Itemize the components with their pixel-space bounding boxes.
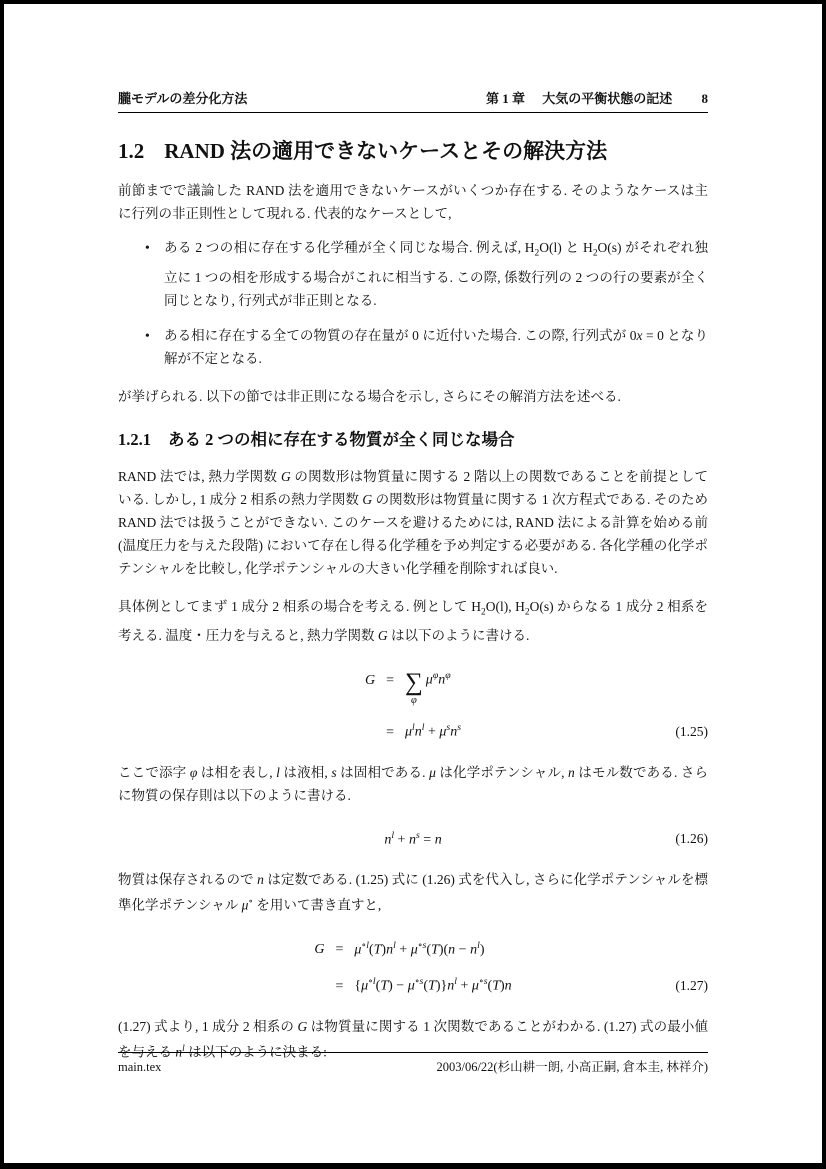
equation-lhs: G — [314, 942, 325, 958]
running-header — [118, 90, 708, 107]
running-header-left: 朧モデルの差分化方法 — [118, 91, 248, 106]
paragraph-substitution: 物質は保存されるので n は定数である. (1.25) 式に (1.26) 式を代入し, さらに化学ポテンシャルを標準化学ポテンシャル μ∘ を用いて書き直すと, — [118, 872, 708, 913]
equals-sign: = — [386, 673, 394, 689]
section-title: RAND 法の適用できないケースとその解決方法 — [164, 139, 608, 163]
equation-number: (1.26) — [675, 831, 708, 847]
header-rule — [118, 112, 708, 113]
equation-rhs: $\mu^ln^l + \mu^sn^s$ — [404, 721, 462, 740]
footer-filename: main.tex — [118, 1060, 162, 1074]
chapter-number: 第 1 章 — [485, 91, 525, 106]
page-footer — [118, 1052, 708, 1075]
bullet-list — [118, 236, 708, 370]
equals-sign: = — [335, 942, 344, 958]
running-header-right — [472, 90, 708, 107]
section-number: 1.2 — [118, 139, 145, 163]
subsection-number: 1.2.1 — [118, 429, 151, 449]
paragraph-conclusion: (1.27) 式より, 1 成分 2 相系の G は物質量に関する 1 次関数であることがわかる. (1.27) 式の最小値を与える $n^l$ は以下のように決まる: — [118, 1019, 708, 1060]
paragraph-after-list: が挙げられる. 以下の節では非正則になる場合を示し, さらにその解消方法を述べる. — [118, 388, 621, 404]
equation-1-26 — [118, 824, 708, 852]
equation-rhs: $\mu^{\circ l}(T)n^l + \mu^{\circ s}(T)(n - n^l)$ — [354, 939, 485, 958]
footer-row — [118, 1059, 708, 1075]
paragraph-rand-premise: RAND 法では, 熱力学関数 G の関数形は物質量に関する 2 階以上の関数であることを前提としている. しかし, 1 成分 2 相系の熱力学関数 G の関数形は物質量に関する 1 次方程式である. そのため RAND 法では扱うことができない. このケースを避けるためには, RAND 法による計算を始める前 (温度圧力を与えた段階) において存在し得る化学種を予め判定する必要がある. 各化学種の化学ポテンシャルを比較し, 化学ポテンシャルの大きい化学種を削除すれば良い. — [118, 468, 709, 576]
footer-rule — [118, 1052, 708, 1053]
section-heading — [118, 138, 708, 164]
equation-1-25 — [118, 664, 708, 743]
equation-lhs: G — [364, 673, 376, 689]
chapter-title: 大気の平衡状態の記述 — [542, 91, 673, 106]
equals-sign: = — [386, 724, 394, 740]
equation-1-27 — [118, 934, 708, 998]
equation-rhs: $n^l + n^s = n$ — [384, 829, 442, 848]
equals-sign: = — [335, 979, 344, 994]
equation-rhs: $\{\mu^{\circ l}(T) - \mu^{\circ s}(T)\}n^l + \mu^{\circ s}(T)n$ — [354, 976, 512, 994]
paragraph-intro: 前節までで議論した RAND 法を適用できないケースがいくつか存在する. そのようなケースは主に行列の非正則性として現れる. 代表的なケースとして, — [118, 183, 708, 221]
equation-number: (1.25) — [675, 723, 708, 739]
paragraph-example: 具体例としてまず 1 成分 2 相系の場合を考える. 例として $H_2O(l)$, $H_2O(s)$ からなる 1 成分 2 相系を考える. 温度・圧力を与えると, 熱力学関数 G は以下のように書ける. — [118, 598, 708, 644]
bullet-item: • ある 2 つの相に存在する化学種が全く同じな場合. 例えば, $H_2O(l)$ と $H_2O(s)$ がそれぞれ独立に 1 つの相を形成する場合がこれに相当する. この際, 係数行列の 2 つの行の要素が全く同じとなり, 行列式が非正則となる. — [164, 236, 708, 312]
bullet-item: • ある相に存在する全ての物質の存在量が 0 に近付いた場合. この際, 行列式が 0x = 0 となり解が不定となる. — [164, 324, 708, 370]
equation-body — [118, 824, 708, 852]
footer-credits: 2003/06/22(杉山耕一朗, 小高正嗣, 倉本圭, 林祥介) — [436, 1060, 708, 1074]
equation-number: (1.27) — [675, 978, 708, 993]
subsection-heading — [118, 429, 708, 450]
page-number: 8 — [701, 91, 708, 106]
equation-body — [118, 664, 708, 743]
paragraph-symbols: ここで添字 φ は相を表し, l は液相, s は固相である. μ は化学ポテンシャル, n はモル数である. さらに物質の保存則は以下のように書ける. — [118, 764, 709, 803]
subsection-title: ある 2 つの相に存在する物質が全く同じな場合 — [168, 429, 515, 449]
equation-body — [118, 934, 708, 998]
equation-rhs: ∑ φ $\mu^\varphi n^\varphi$ — [404, 669, 451, 707]
